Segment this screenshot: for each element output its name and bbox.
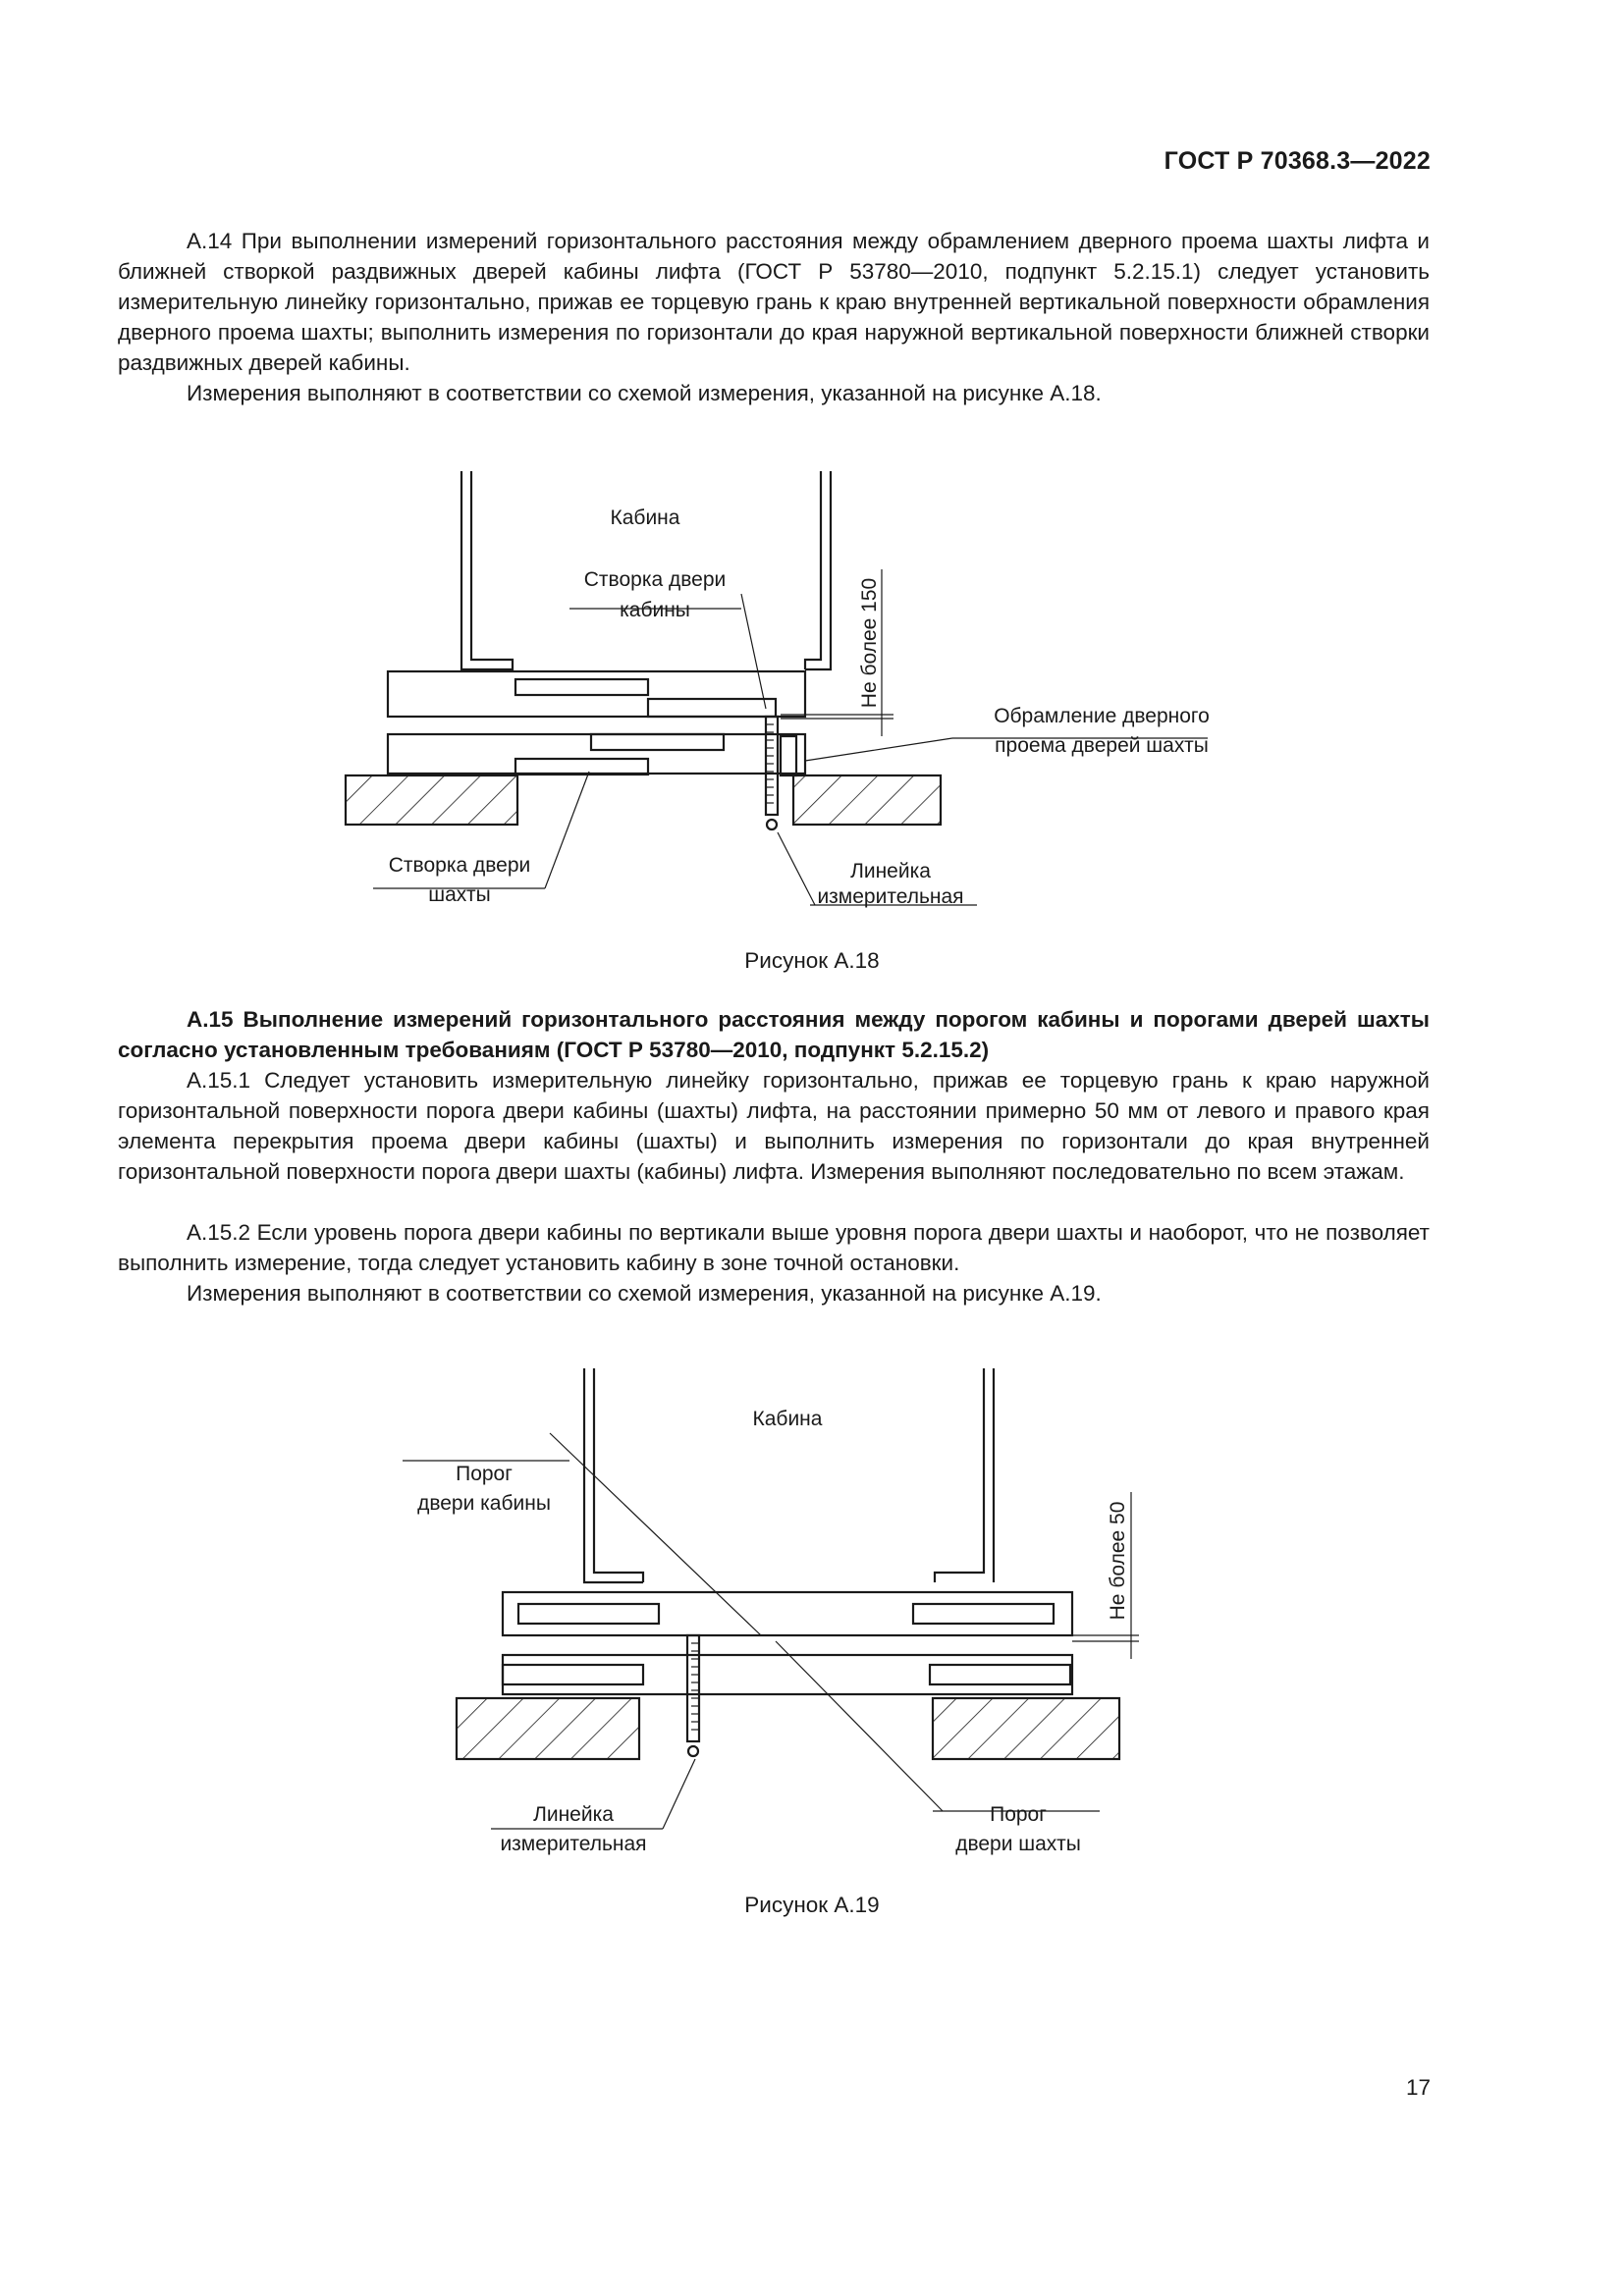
shaft-sill-block (503, 1655, 1072, 1694)
section-a15-title: А.15 Выполнение измерений горизонтального расстояния между порогом кабины и порогами дверей шахты согласно установленным требованиям (ГОСТ Р 53780—2010, подпункт 5.2.15.2) (118, 1007, 1430, 1062)
fig18-label-cabin-door-leaf-2: кабины (620, 599, 690, 621)
fig19-label-cabin-sill-1: Порог (456, 1463, 513, 1485)
fig18-label-shaft-door-leaf-2: шахты (428, 883, 491, 906)
ruler-end (688, 1746, 698, 1756)
document-number: ГОСТ Р 70368.3—2022 (1164, 147, 1431, 175)
cabin-wall-right (805, 471, 831, 669)
figure-a18-caption: Рисунок А.18 (744, 948, 880, 973)
shaft-door-track (591, 734, 724, 750)
page-number: 17 (1405, 2075, 1431, 2100)
floor-left (346, 775, 517, 825)
floor-left (457, 1698, 639, 1759)
shaft-sill-insert-left (503, 1665, 643, 1684)
paragraph-a15-1: А.15.1 Следует установить измерительную линейку горизонтально, прижав ее торцевую грань к краю наружной горизонтальной поверхности порога двери кабины (шахты) лифта, на расстоянии примерно 50 мм от левого и правого края элемента перекрытия проема двери кабины (шахты) и выполнить измерения по горизонтали до края внутренней горизонтальной поверхности порога двери шахты (кабины) лифта. Измерения выполняют последовательно по всем этажам. (118, 1068, 1430, 1184)
fig19-label-cabin: Кабина (752, 1408, 823, 1430)
paragraph-a14: А.14 При выполнении измерений горизонтального расстояния между обрамлением дверного проема шахты лифта и ближней створкой раздвижных дверей кабины лифта (ГОСТ Р 53780—2010, подпункт 5.2.15.1) следует установить измерительную линейку горизонтально, прижав ее торцевую грань к краю внутренней вертикальной поверхности обрамления дверного проема шахты; выполнить измерения по горизонтали до края наружной вертикальной поверхности ближней створки раздвижных дверей кабины. (118, 229, 1430, 375)
fig18-label-shaft-door-leaf-1: Створка двери (388, 854, 531, 877)
shaft-floor-block (388, 734, 805, 774)
fig18-label-frame-2: проема дверей шахты (995, 734, 1209, 757)
cabin-sill-insert-right (913, 1604, 1054, 1624)
paragraph-a15-2: А.15.2 Если уровень порога двери кабины по вертикали выше уровня порога двери шахты и наоборот, что не позволяет выполнить измерение, тогда следует установить кабину в зоне точной остановки. (118, 1220, 1430, 1275)
figure-a19-caption: Рисунок А.19 (744, 1893, 880, 1917)
ruler-end (767, 820, 777, 829)
cabin-door-leaf (648, 699, 776, 717)
floor-right (933, 1698, 1119, 1759)
shaft-sill-insert-right (930, 1665, 1070, 1684)
shaft-door-leaf (515, 759, 648, 774)
fig18-label-dimension: Не более 150 (858, 577, 881, 709)
fig19-label-cabin-sill-2: двери кабины (417, 1492, 551, 1515)
fig18-label-ruler-2: измерительная (817, 885, 964, 908)
fig18-label-ruler-1: Линейка (850, 860, 931, 882)
floor-right (793, 775, 941, 825)
fig19-label-shaft-sill-1: Порог (990, 1803, 1047, 1826)
fig19-label-ruler-2: измерительная (500, 1833, 647, 1855)
paragraph-a14-reference: Измерения выполняют в соответствии со схемой измерения, указанной на рисунке А.18. (187, 381, 1102, 405)
fig19-label-dimension: Не более 50 (1107, 1501, 1129, 1621)
measuring-ruler (766, 717, 778, 815)
cabin-door-track (515, 679, 648, 695)
fig18-label-frame-1: Обрамление дверного (994, 705, 1210, 727)
cabin-sill-insert-left (518, 1604, 659, 1624)
cabin-wall-left (461, 471, 513, 669)
fig19-label-ruler-1: Линейка (533, 1803, 614, 1826)
figure-a19 (0, 1355, 1624, 1885)
fig18-label-cabin-door-leaf-1: Створка двери (583, 568, 727, 591)
fig19-label-shaft-sill-2: двери шахты (955, 1833, 1081, 1855)
paragraph-a15-3: Измерения выполняют в соответствии со схемой измерения, указанной на рисунке А.19. (187, 1281, 1102, 1306)
figure-a18 (0, 461, 1624, 933)
shaft-frame (781, 736, 796, 775)
cabin-wall-left (584, 1368, 643, 1582)
cabin-wall-right (935, 1368, 994, 1582)
cabin-sill-block (503, 1592, 1072, 1635)
fig18-label-cabin: Кабина (610, 507, 680, 529)
